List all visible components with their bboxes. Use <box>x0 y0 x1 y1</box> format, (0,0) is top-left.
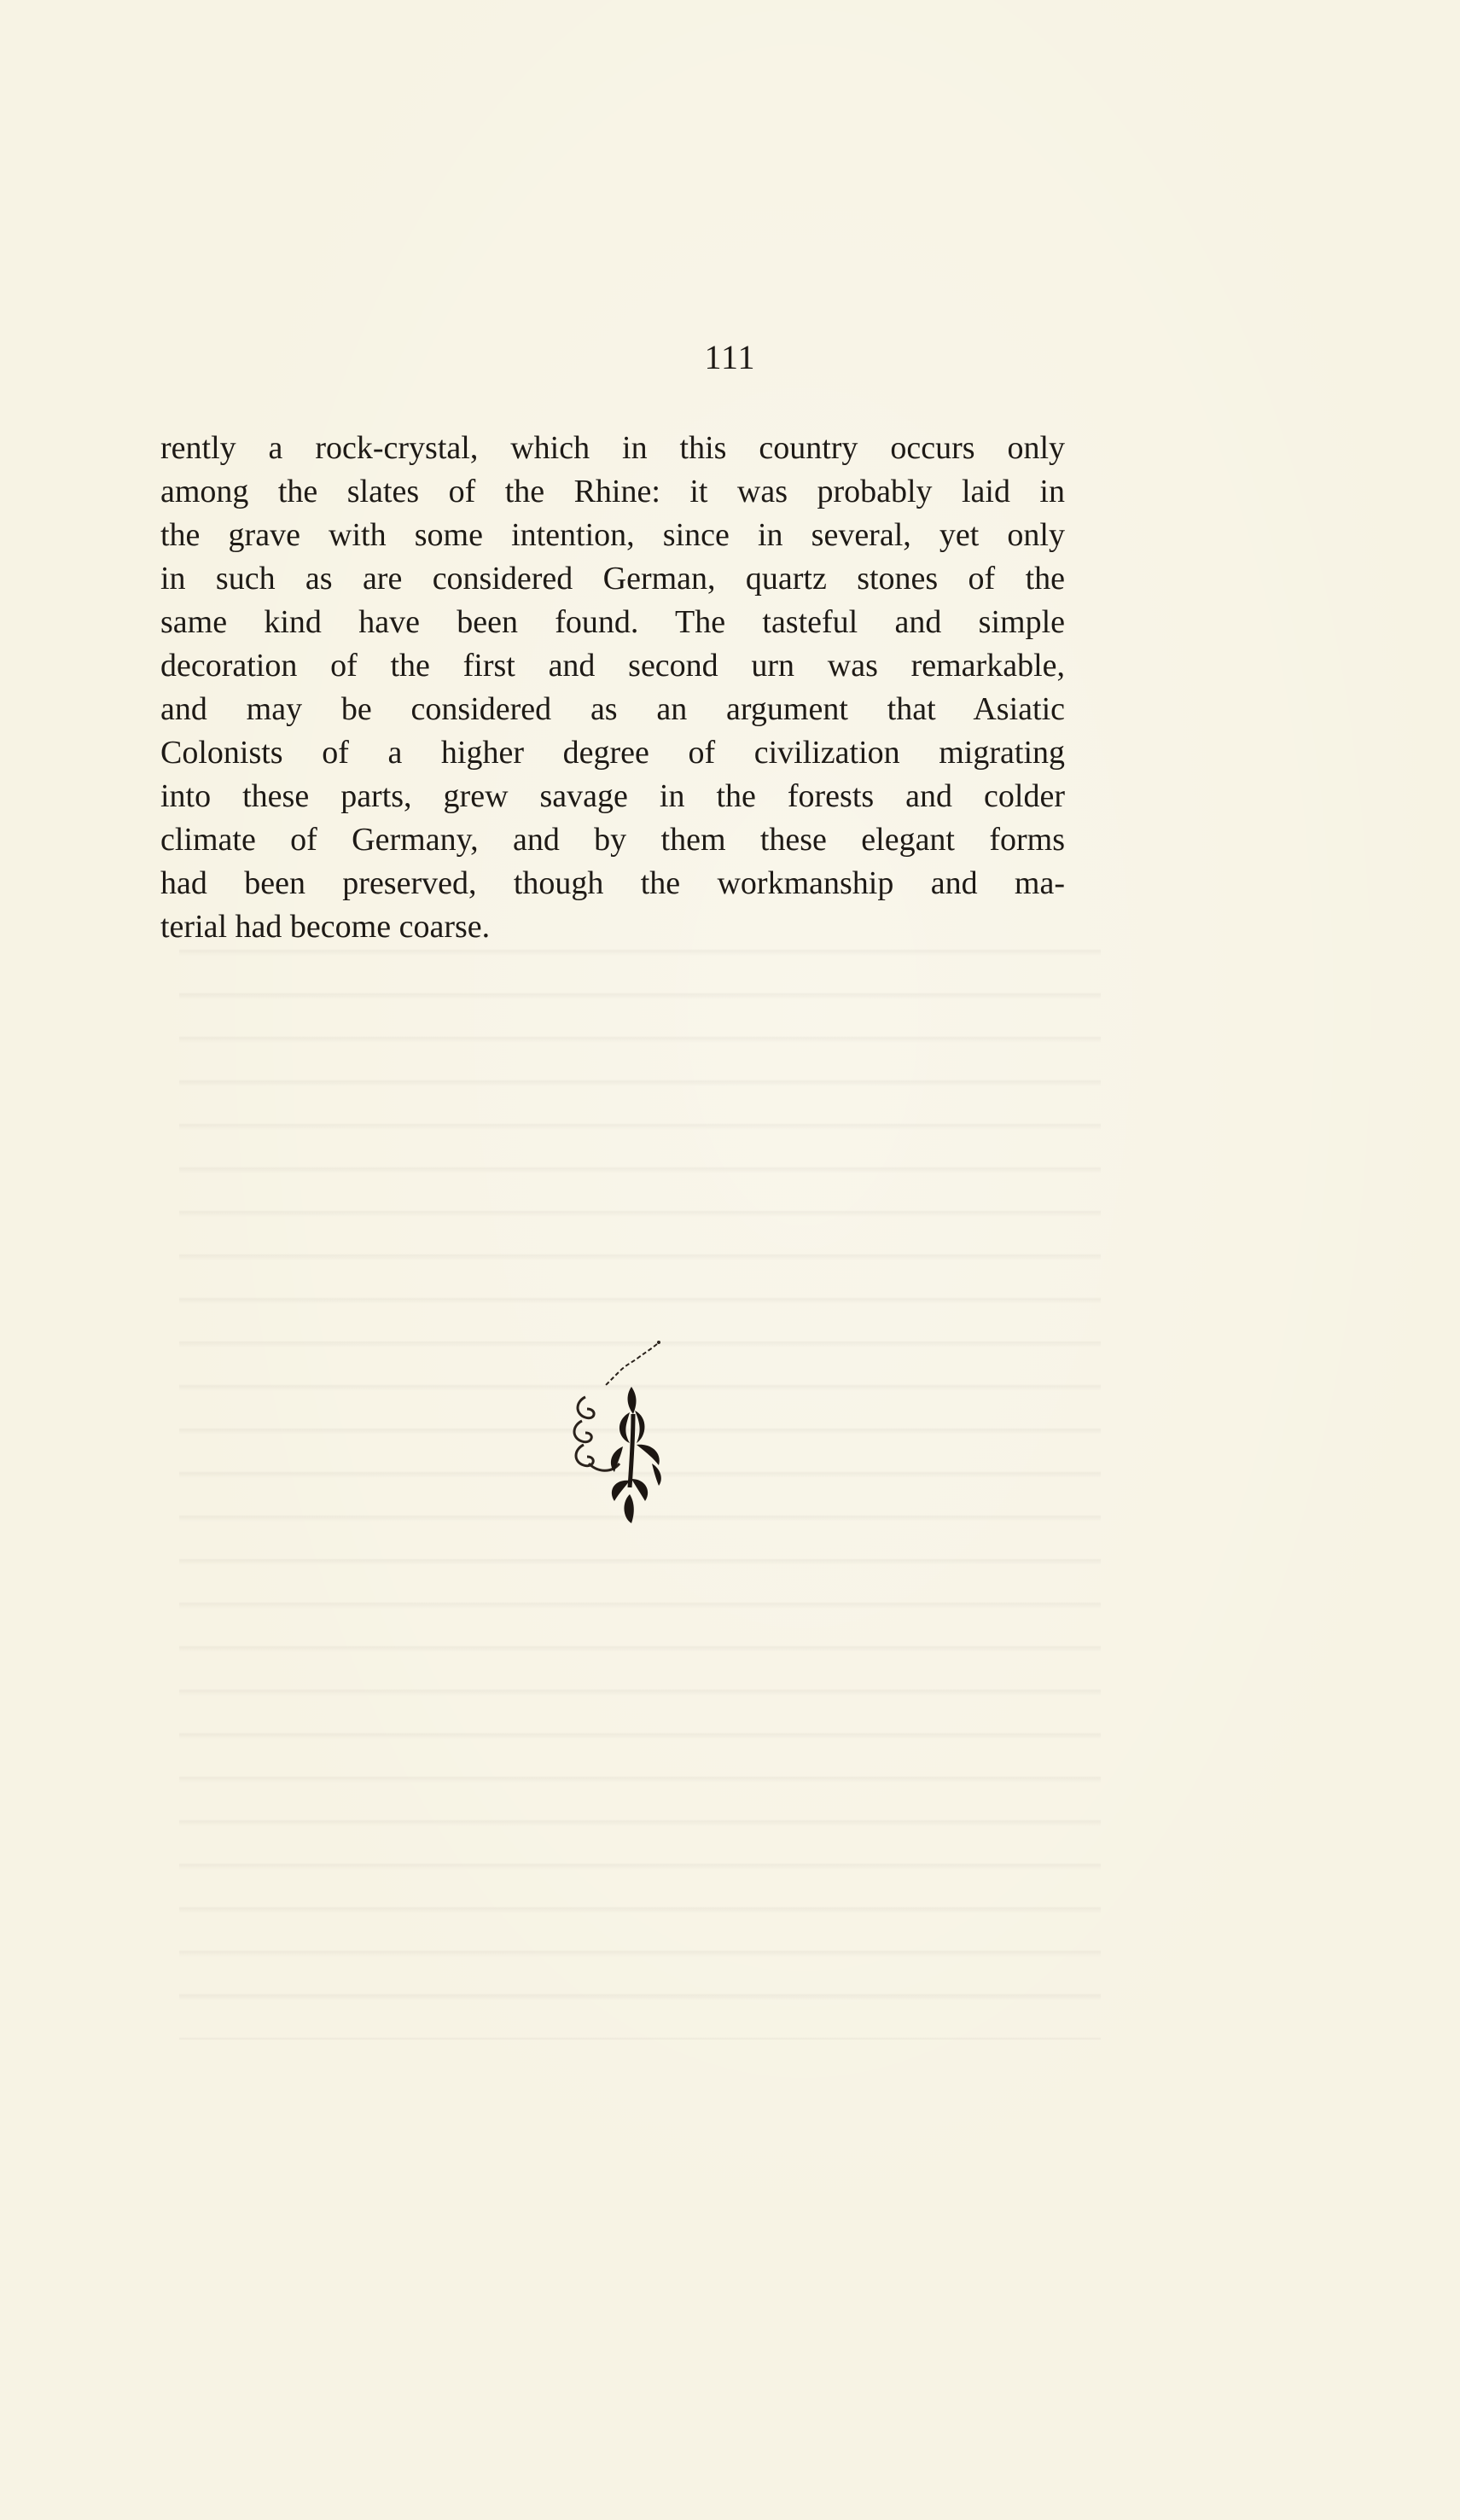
text-line: Colonists of a higher degree of civilization migrating <box>160 735 1065 771</box>
text-line: among the slates of the Rhine: it was probably laid in <box>160 474 1065 509</box>
text-line: climate of Germany, and by them these elegant forms <box>160 822 1065 858</box>
text-line: decoration of the first and second urn was remarkable, <box>160 648 1065 684</box>
text-line: in such as are considered German, quartz stones of the <box>160 561 1065 597</box>
body-text <box>160 427 1065 949</box>
text-line: rently a rock-crystal, which in this country occurs only <box>160 430 1065 466</box>
page-number: 111 <box>704 338 756 376</box>
text-line: and may be considered as an argument that Asiatic <box>160 691 1065 727</box>
text-line: had been preserved, though the workmanship and ma- <box>160 865 1065 901</box>
text-line: terial had become coarse. <box>160 909 491 945</box>
text-line: the grave with some intention, since in several, yet only <box>160 517 1065 553</box>
text-line: into these parts, grew savage in the forests and colder <box>160 778 1065 814</box>
text-line: same kind have been found. The tasteful and simple <box>160 604 1065 640</box>
floral-tailpiece-ornament-icon <box>563 1336 683 1540</box>
